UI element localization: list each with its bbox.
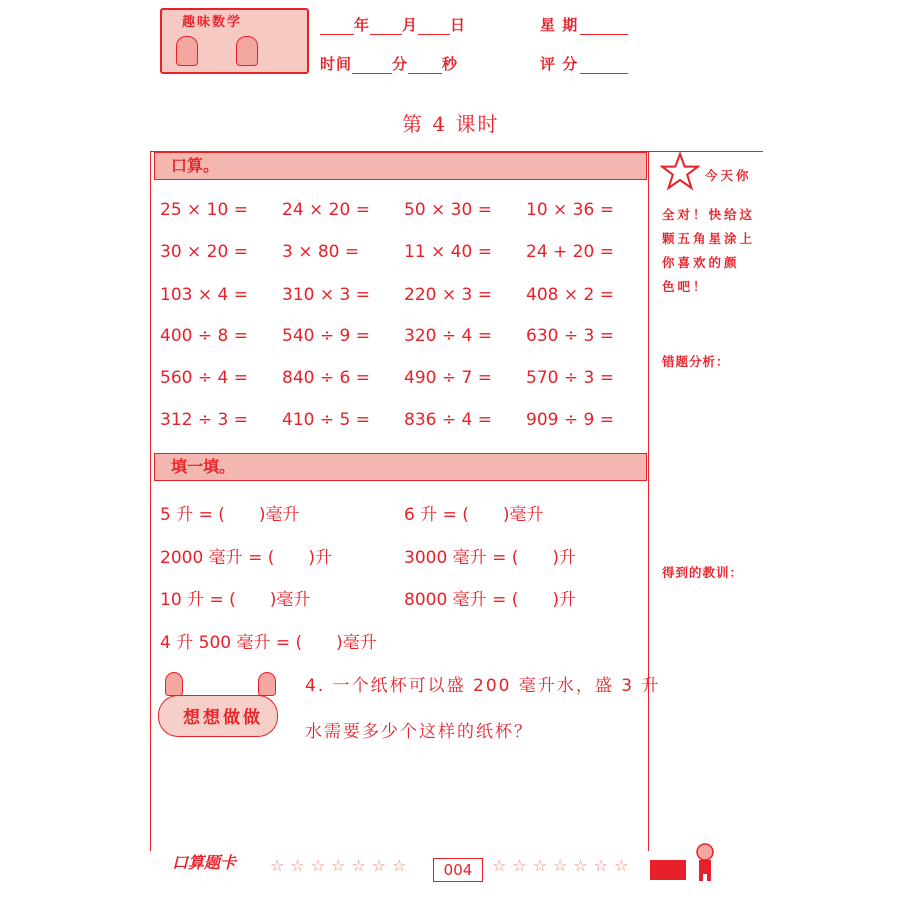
- weekday-label: 星 期: [540, 16, 579, 34]
- fill-banner: 填一填。: [154, 453, 647, 481]
- score-blank[interactable]: [580, 59, 628, 74]
- star-line: 全对！快给这: [662, 207, 756, 222]
- problem-line-2: 水需要多少个这样的纸杯？: [305, 722, 533, 742]
- fill-item: 10 升 = ( )毫升: [160, 590, 311, 610]
- time-fields: [320, 53, 458, 74]
- oral-problem: 24 × 20 =: [282, 200, 370, 220]
- frame-divider-line: [648, 151, 649, 851]
- think-kid-right: [258, 672, 276, 696]
- score-label: 评 分: [540, 55, 579, 73]
- problem-line-1: 4. 一个纸杯可以盛 200 毫升水，盛 3 升: [305, 676, 661, 696]
- time-label: 时间: [320, 55, 353, 73]
- day-blank[interactable]: [418, 20, 450, 35]
- month-blank[interactable]: [370, 20, 402, 35]
- oral-problem: 630 ÷ 3 =: [526, 326, 614, 346]
- fill-item: 3000 毫升 = ( )升: [404, 548, 576, 568]
- day-label: 日: [450, 16, 467, 34]
- oral-problem: 220 × 3 =: [404, 285, 492, 305]
- oral-problem: 50 × 30 =: [404, 200, 492, 220]
- logo-kid-left: [176, 36, 198, 66]
- fill-item: 6 升 = ( )毫升: [404, 505, 544, 525]
- weekday-blank[interactable]: [580, 20, 628, 35]
- footer-blocks: [650, 860, 686, 880]
- oral-problem: 312 ÷ 3 =: [160, 410, 248, 430]
- star-prompt: 今天你: [705, 168, 752, 183]
- minute-label: 分: [392, 55, 409, 73]
- fill-item: 5 升 = ( )毫升: [160, 505, 300, 525]
- oral-problem: 10 × 36 =: [526, 200, 614, 220]
- oral-problem: 11 × 40 =: [404, 242, 492, 262]
- oral-problem: 3 × 80 =: [282, 242, 360, 262]
- year-label: 年: [354, 16, 371, 34]
- oral-problem: 410 ÷ 5 =: [282, 410, 370, 430]
- star-line: 你喜欢的颜: [662, 255, 740, 270]
- footer-kid-icon: [690, 842, 720, 882]
- think-badge-text: 想想做做: [183, 708, 263, 728]
- mistake-analysis-label: 错题分析：: [662, 354, 730, 369]
- star-line: 色吧！: [662, 279, 709, 294]
- think-kid-left: [165, 672, 183, 696]
- fill-item: 8000 毫升 = ( )升: [404, 590, 576, 610]
- oral-problem: 540 ÷ 9 =: [282, 326, 370, 346]
- second-label: 秒: [442, 55, 459, 73]
- fill-item: 2000 毫升 = ( )升: [160, 548, 332, 568]
- lesson-learned-label: 得到的教训：: [662, 565, 744, 580]
- star-icon[interactable]: [660, 152, 700, 192]
- footer-stars-left: ☆☆☆☆☆☆☆: [270, 856, 413, 875]
- oral-problem: 25 × 10 =: [160, 200, 248, 220]
- footer-logo: 口算题卡: [172, 853, 237, 872]
- footer-stars-right: ☆☆☆☆☆☆☆: [492, 856, 635, 875]
- oral-problem: 909 ÷ 9 =: [526, 410, 614, 430]
- oral-problem: 320 ÷ 4 =: [404, 326, 492, 346]
- oral-problem: 570 ÷ 3 =: [526, 368, 614, 388]
- frame-left-line: [150, 151, 151, 851]
- oral-problem: 400 ÷ 8 =: [160, 326, 248, 346]
- year-blank[interactable]: [320, 20, 354, 35]
- page-number: 004: [433, 858, 483, 882]
- oral-problem: 30 × 20 =: [160, 242, 248, 262]
- oral-problem: 836 ÷ 4 =: [404, 410, 492, 430]
- minute-blank[interactable]: [352, 59, 392, 74]
- month-label: 月: [402, 16, 419, 34]
- oral-problem: 560 ÷ 4 =: [160, 368, 248, 388]
- oral-problem: 24 + 20 =: [526, 242, 614, 262]
- weekday-field: [540, 14, 628, 35]
- star-line: 颗五角星涂上: [662, 231, 756, 246]
- oral-problem: 310 × 3 =: [282, 285, 370, 305]
- second-blank[interactable]: [408, 59, 442, 74]
- logo-kid-right: [236, 36, 258, 66]
- oral-problem: 408 × 2 =: [526, 285, 614, 305]
- fill-item: 4 升 500 毫升 = ( )毫升: [160, 633, 377, 653]
- logo-title: 趣味数学: [182, 15, 243, 30]
- oral-problem: 840 ÷ 6 =: [282, 368, 370, 388]
- date-fields: [320, 14, 466, 35]
- oral-problem: 103 × 4 =: [160, 285, 248, 305]
- score-field: [540, 53, 628, 74]
- oral-problem: 490 ÷ 7 =: [404, 368, 492, 388]
- oral-banner: 口算。: [154, 152, 647, 180]
- lesson-title: 第 4 课时: [402, 112, 500, 136]
